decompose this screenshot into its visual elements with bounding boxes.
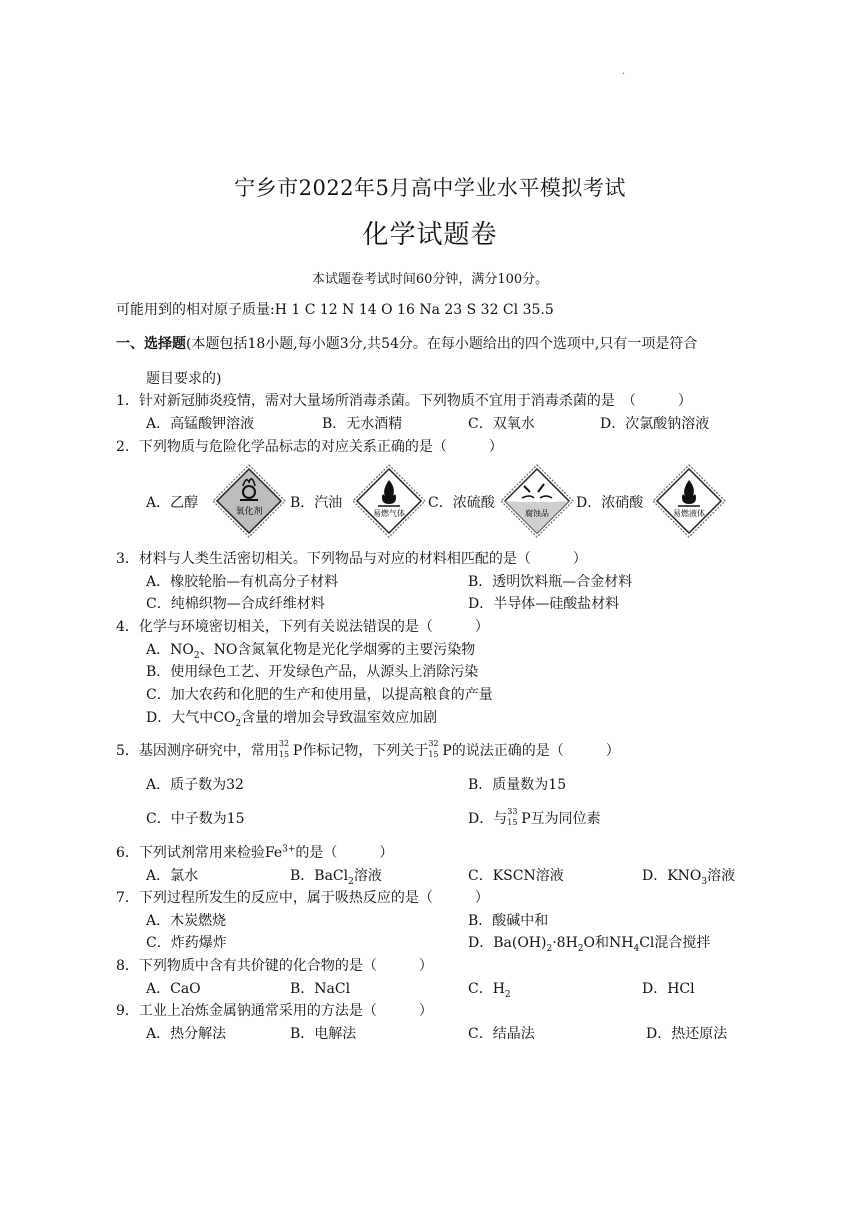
q4-option-a: A．$NO_2$、NO含氮氧化物是光化学烟雾的主要污染物 [146, 642, 476, 661]
symbol-label-a: 氧化剂 [235, 507, 263, 517]
q8-stem: 8．下列物质中含有共价键的化合物的是（ ） [116, 958, 433, 974]
q6-option-c: C．KSCN溶液 [468, 868, 564, 884]
q4-option-b: B．使用绿色工艺、开发绿色产品，从源头上消除污染 [146, 664, 479, 680]
q6-option-a: A．氯水 [146, 868, 199, 884]
q1-option-a: A．高锰酸钾溶液 [146, 416, 255, 432]
q1-option-d: D．次氯酸钠溶液 [600, 416, 710, 432]
q6-option-b: B．BaCl$_2$溶液 [290, 868, 382, 887]
q3-option-c: C．纯棉织物—合成纤维材料 [146, 596, 325, 612]
q7-stem: 7．下列过程所发生的反应中，属于吸热反应的是（ ） [116, 890, 489, 906]
nuclide-p32: 32 15 [278, 739, 290, 759]
q9-option-c: C．结晶法 [468, 1026, 535, 1042]
q1-option-c: C．双氧水 [468, 416, 535, 432]
q2-option-d: D．浓硝酸 [576, 495, 644, 511]
page-dot: . [622, 66, 626, 77]
q5-option-c: C．中子数为15 [146, 811, 245, 827]
q4-option-d: D．大气中$CO_2$含量的增加会导致温室效应加剧 [146, 710, 438, 729]
nuclide-p33: 33 15 [507, 807, 518, 827]
q8-option-b: B．NaCl [290, 981, 351, 997]
q3-option-a: A．橡胶轮胎—有机高分子材料 [146, 574, 339, 590]
q7-option-d: D．$Ba(OH)_2\cdot 8H_2O$和$NH_4Cl$混合搅拌 [468, 935, 711, 954]
q4-stem: 4．化学与环境密切相关，下列有关说法错误的是（ ） [116, 619, 489, 635]
section-heading [116, 334, 697, 354]
exam-note: 本试题卷考试时间60分钟，满分100分。 [311, 272, 549, 287]
q5-option-b: B．质量数为15 [468, 777, 567, 793]
q3-option-d: D．半导体—硅酸盐材料 [468, 596, 620, 612]
q7-option-c: C．炸药爆炸 [146, 935, 227, 951]
section-title: 一、选择题 [116, 336, 186, 352]
exam-title: 宁乡市2022年5月高中学业水平模拟考试 [234, 176, 626, 200]
q5-option-a: A．质子数为32 [146, 777, 244, 793]
q1-option-b: B．无水酒精 [322, 416, 403, 432]
q5-stem: 5．基因测序研究中，常用 32 15 P作标记物，下列关于 32 15 P的说法正确的是（ ） [116, 739, 620, 759]
section-desc-2: 题目要求的) [146, 371, 222, 387]
nuclide-p32-2: 32 15 [428, 739, 439, 759]
symbol-label-d: 易燃液体 [673, 509, 705, 518]
flammable-gas-symbol [352, 464, 426, 538]
q7-option-b: B．酸碱中和 [468, 913, 549, 929]
section-desc-1: (本题包括18小题,每小题3分,共54分。在每小题给出的四个选项中,只有一项是符合 [186, 336, 698, 352]
exam-subtitle: 化学试题卷 [362, 220, 498, 250]
q2-option-c: C．浓硫酸 [428, 495, 495, 511]
q6-stem: 6．下列试剂常用来检验$Fe^{3+}$的是（ ） [116, 844, 394, 861]
q3-option-b: B．透明饮料瓶—合金材料 [468, 574, 633, 590]
q7-option-a: A．木炭燃烧 [146, 913, 227, 929]
flammable-liquid-symbol [652, 464, 726, 538]
q2-option-b: B．汽油 [290, 495, 343, 511]
symbol-label-c: 腐蚀品 [525, 509, 549, 518]
q9-option-d: D．热还原法 [646, 1026, 728, 1042]
q2-option-a: A．乙醇 [146, 495, 199, 511]
q9-stem: 9．工业上冶炼金属钠通常采用的方法是（ ） [116, 1003, 433, 1019]
q8-option-c: C．$H_2$ [468, 981, 511, 1000]
q9-option-b: B．电解法 [290, 1026, 357, 1042]
q6-option-d: D．$KNO_3$溶液 [642, 868, 736, 887]
corrosive-symbol [500, 464, 574, 538]
q2-stem: 2．下列物质与危险化学品标志的对应关系正确的是（ ） [116, 439, 503, 455]
q8-option-a: A．CaO [146, 981, 201, 997]
symbol-label-b: 易燃气体 [373, 509, 405, 518]
oxidizer-symbol [212, 464, 286, 538]
q4-option-c: C．加大农药和化肥的生产和使用量，以提高粮食的产量 [146, 687, 493, 703]
q1-stem: 1．针对新冠肺炎疫情，需对大量场所消毒杀菌。下列物质不宜用于消毒杀菌的是 （ ） [116, 393, 692, 409]
atomic-mass-line: 可能用到的相对原子质量:H 1 C 12 N 14 O 16 Na 23 S 32 Cl 35.5 [116, 302, 554, 318]
q8-option-d: D．HCl [642, 981, 695, 997]
q3-stem: 3．材料与人类生活密切相关。下列物品与对应的材料相匹配的是（ ） [116, 551, 587, 567]
q5-option-d: D．与 33 15 P互为同位素 [468, 807, 601, 827]
q9-option-a: A．热分解法 [146, 1026, 227, 1042]
